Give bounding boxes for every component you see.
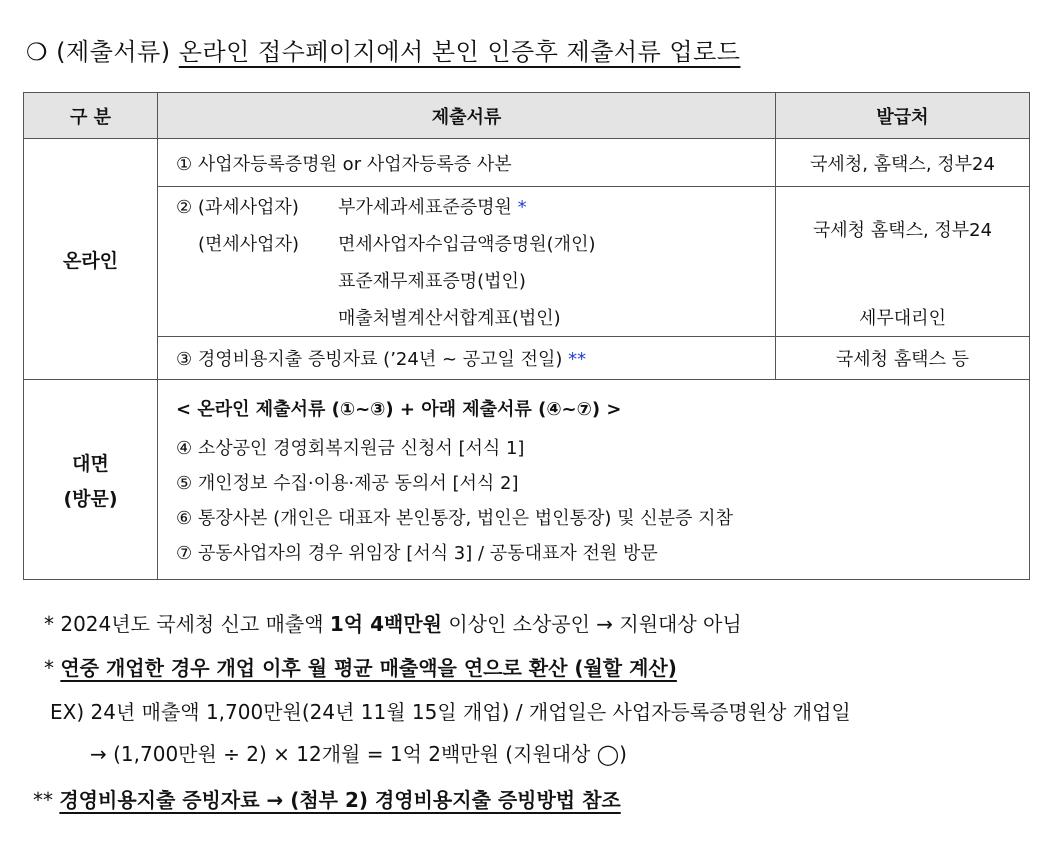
issuer-nts-hometax: 국세청 홈택스, 정부24 bbox=[812, 219, 993, 241]
online-doc-3-text: ③ 경영비용지출 증빙자료 (’24년 ~ 공고일 전일) bbox=[176, 349, 563, 370]
visit-doc-item-4: ④ 소상공인 경영회복지원금 신청서 [서식 1] bbox=[176, 437, 525, 459]
note-example-calculation: → (1,700만원 ÷ 2) × 12개월 = 1억 2백만원 (지원대상 ◯) bbox=[90, 742, 627, 766]
circle-bullet-icon: ❍ bbox=[26, 38, 49, 66]
online-doc-1: ① 사업자등록증명원 or 사업자등록증 사본 bbox=[176, 153, 512, 175]
heading-prefix: (제출서류) bbox=[56, 38, 171, 66]
header-category: 구 분 bbox=[24, 93, 158, 139]
note-1-text-a: * 2024년도 국세청 신고 매출액 bbox=[44, 612, 324, 636]
note-annualize bbox=[44, 652, 677, 681]
asterisk-mark: * bbox=[517, 197, 527, 218]
doc-exempt-income-certificate: 면세사업자수입금액증명원(개인) bbox=[338, 234, 596, 255]
category-visit-line2: (방문) bbox=[63, 487, 118, 510]
online-issuer-2-stack bbox=[776, 194, 1029, 330]
online-doc-cell-3 bbox=[158, 337, 776, 380]
header-issuer: 발급처 bbox=[776, 93, 1030, 139]
documents-table bbox=[23, 92, 1030, 580]
table-row bbox=[24, 337, 1030, 380]
online-issuer-3: 국세청 홈택스 등 bbox=[776, 337, 1030, 380]
table-row bbox=[24, 139, 1030, 187]
issuer-tax-agent: 세무대리인 bbox=[859, 307, 946, 329]
category-online: 온라인 bbox=[24, 139, 158, 380]
note-expense-proof bbox=[33, 784, 621, 813]
category-visit bbox=[24, 380, 158, 580]
note-2-underlined: 연중 개업한 경우 개업 이후 월 평균 매출액을 연으로 환산 (월할 계산) bbox=[60, 656, 677, 680]
note-2-asterisk: * bbox=[44, 656, 54, 680]
doc-vat-certificate bbox=[338, 193, 775, 219]
online-issuer-2 bbox=[776, 187, 1030, 337]
note-5-underlined: 경영비용지출 증빙자료 → (첨부 2) 경영비용지출 증빙방법 참조 bbox=[59, 788, 621, 812]
heading-underlined-text: 온라인 접수페이지에서 본인 인증후 제출서류 업로드 bbox=[178, 38, 741, 66]
visit-doc-item-6: ⑥ 통장사본 (개인은 대표자 본인통장, 법인은 법인통장) 및 신분증 지참 bbox=[176, 507, 733, 529]
online-issuer-1: 국세청, 홈택스, 정부24 bbox=[776, 139, 1030, 187]
online-doc-cell-2 bbox=[158, 187, 776, 337]
table-row bbox=[24, 187, 1030, 337]
doc-financial-statement: 표준재무제표증명(법인) bbox=[338, 271, 526, 292]
note-sales-threshold bbox=[44, 608, 742, 637]
spacer bbox=[176, 304, 338, 330]
section-heading bbox=[26, 32, 740, 67]
note-example: EX) 24년 매출액 1,700만원(24년 11월 15일 개업) / 개업일은 사업자등록증명원상 개업일 bbox=[50, 700, 851, 724]
spacer bbox=[176, 267, 338, 293]
doc-vat-certificate-text: 부가세과세표준증명원 bbox=[338, 197, 512, 218]
table-header-row bbox=[24, 93, 1030, 139]
online-doc-cell-1 bbox=[158, 139, 776, 187]
visit-docs-list bbox=[158, 395, 1029, 565]
online-doc-2-list bbox=[158, 193, 775, 330]
table-row bbox=[24, 380, 1030, 580]
taxable-business-label: ② (과세사업자) bbox=[176, 197, 299, 218]
visit-doc-item-7: ⑦ 공동사업자의 경우 위임장 [서식 3] / 공동대표자 전원 방문 bbox=[176, 542, 658, 564]
note-1-text-c: 이상인 소상공인 → 지원대상 아님 bbox=[448, 612, 742, 636]
header-documents: 제출서류 bbox=[158, 93, 776, 139]
visit-docs-title: < 온라인 제출서류 (①~③) + 아래 제출서류 (④~⑦) > bbox=[176, 398, 622, 420]
double-asterisk-mark: ** bbox=[568, 349, 587, 370]
note-1-bold-amount: 1억 4백만원 bbox=[329, 612, 442, 636]
exempt-business-label: (면세사업자) bbox=[198, 234, 299, 255]
doc-sales-invoice-summary: 매출처별계산서합계표(법인) bbox=[338, 308, 561, 329]
visit-doc-item-5: ⑤ 개인정보 수집·이용·제공 동의서 [서식 2] bbox=[176, 472, 519, 494]
note-5-asterisks: ** bbox=[33, 788, 53, 812]
category-visit-line1: 대면 bbox=[72, 452, 109, 475]
online-doc-3 bbox=[158, 345, 775, 371]
visit-docs-cell bbox=[158, 380, 1030, 580]
